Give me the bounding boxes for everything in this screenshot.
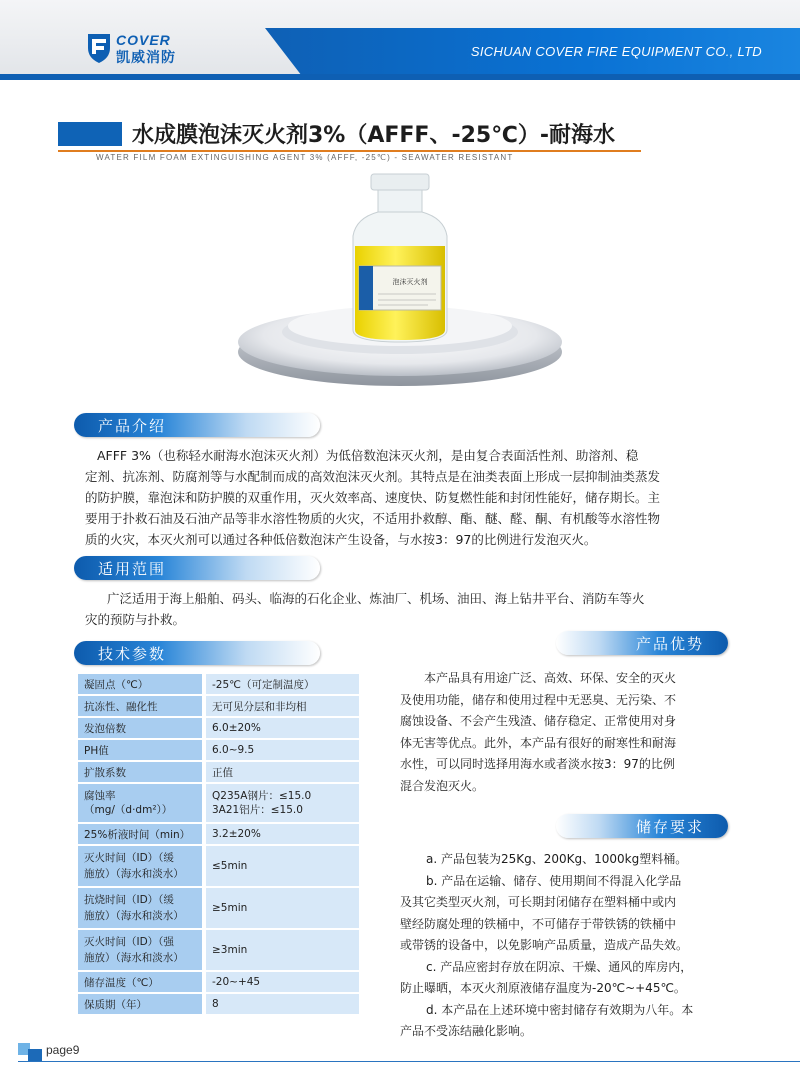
storage-line: d. 本产品在上述环境中密封储存有效期为八年。本 — [426, 1002, 694, 1017]
table-row — [78, 846, 359, 886]
param-value: ≥3min — [206, 930, 359, 970]
intro-line: 质的火灾，本灭火剂可以通过各种低倍数泡沫产生设备，与水按3：97的比例进行发泡灭火。 — [85, 532, 597, 547]
param-value: Q235A钢片：≤15.0 3A21铝片：≤15.0 — [206, 784, 359, 822]
product-bottle-image — [228, 170, 573, 392]
param-name: 腐蚀率 （mg/（d·dm²）） — [78, 784, 206, 822]
table-row — [78, 718, 359, 738]
table-row — [78, 994, 359, 1014]
param-value: 6.0±20% — [206, 718, 359, 738]
param-name: 保质期（年） — [78, 994, 206, 1014]
title-underline — [58, 150, 641, 152]
table-row — [78, 824, 359, 844]
storage-line: a. 产品包装为25Kg、200Kg、1000kg塑料桶。 — [426, 852, 688, 866]
intro-line: AFFF 3%（也称轻水耐海水泡沫灭火剂）为低倍数泡沫灭火剂，是由复合表面活性剂、助溶剂、稳 — [97, 448, 639, 463]
advantage-line: 腐蚀设备、不会产生残渣、储存稳定、正常使用对身 — [400, 714, 677, 728]
section-header-scope — [74, 556, 320, 580]
storage-line: 及其它类型灭火剂，可长期封闭储存在塑料桶中或内 — [400, 895, 677, 909]
intro-line: 的防护膜，靠泡沫和防护膜的双重作用，灭火效率高、速度快、防复燃性能和封闭性能好，储存期长。主 — [85, 490, 661, 505]
section-header-storage — [556, 814, 728, 838]
scope-line: 广泛适用于海上船舶、码头、临海的石化企业、炼油厂、机场、油田、海上钻井平台、消防车等火 — [107, 591, 645, 606]
page-number: page9 — [46, 1043, 80, 1057]
section-header-tech — [74, 641, 320, 665]
footer-square-dark — [28, 1049, 42, 1061]
section-title: 产品介绍 — [98, 417, 167, 435]
param-name: 扩散系数 — [78, 762, 206, 782]
param-name: 抗冻性、融化性 — [78, 696, 206, 716]
intro-paragraph — [85, 445, 757, 550]
footer-rule — [18, 1061, 800, 1062]
table-row — [78, 972, 359, 992]
section-title: 储存要求 — [635, 818, 704, 836]
param-name: 25%析液时间（min） — [78, 824, 206, 844]
table-row — [78, 674, 359, 694]
param-value: 正值 — [206, 762, 359, 782]
param-name: 凝固点（℃） — [78, 674, 206, 694]
intro-line: 要用于扑救石油及石油产品等非水溶性物质的火灾，不适用扑救醇、酯、醚、醛、酮、有机酸等水溶性物 — [85, 511, 661, 526]
section-header-intro — [74, 413, 320, 437]
param-value: 8 — [206, 994, 359, 1014]
logo-english-text: COVER — [116, 32, 171, 48]
storage-line: 防止曝晒，本灭火剂原液储存温度为-20℃~+45℃。 — [400, 981, 686, 995]
table-row — [78, 930, 359, 970]
advantage-line: 体无害等优点。此外，本产品有很好的耐寒性和耐海 — [400, 735, 677, 750]
logo-chinese-text: 凯威消防 — [116, 50, 176, 66]
advantage-line: 水性，可以同时选择用海水或者淡水按3：97的比例 — [400, 757, 675, 771]
page-header — [0, 0, 800, 80]
table-row — [78, 740, 359, 760]
scope-line: 灾的预防与扑救。 — [85, 612, 186, 627]
bottle-label-text: 泡沫灭火剂 — [392, 278, 428, 286]
intro-line: 定剂、抗冻剂、防腐剂等与水配制而成的高效泡沫灭火剂。其特点是在油类表面上形成一层抑制油类蒸发 — [85, 469, 661, 484]
param-name: 灭火时间（ⅠD）（缓 施放）（海水和淡水） — [78, 846, 206, 886]
storage-paragraph — [400, 849, 760, 1043]
table-row — [78, 762, 359, 782]
section-title: 产品优势 — [635, 635, 704, 653]
param-value: ≤5min — [206, 846, 359, 886]
advantage-line: 及使用功能，储存和使用过程中无恶臭、无污染、不 — [400, 692, 677, 707]
tech-params-table — [78, 672, 359, 1016]
section-title: 适用范围 — [98, 560, 167, 578]
param-name: 储存温度（℃） — [78, 972, 206, 992]
section-title: 技术参数 — [98, 645, 167, 663]
param-name: 灭火时间（ⅠD）（强 施放）（海水和淡水） — [78, 930, 206, 970]
storage-line: 或带锈的设备中，以免影响产品质量，造成产品失效。 — [400, 938, 689, 952]
table-row — [78, 888, 359, 928]
param-value: 6.0~9.5 — [206, 740, 359, 760]
param-value: 3.2±20% — [206, 824, 359, 844]
shield-logo-icon — [86, 32, 112, 64]
storage-line: 产品不受冻结融化影响。 — [400, 1024, 533, 1038]
company-name: SICHUAN COVER FIRE EQUIPMENT CO., LTD — [470, 44, 762, 59]
param-value: 无可见分层和非均相 — [206, 696, 359, 716]
section-header-advantage — [556, 631, 728, 655]
param-value: -25℃（可定制温度） — [206, 674, 359, 694]
storage-line: 壁经防腐处理的铁桶中，不可储存于带铁锈的铁桶中 — [400, 916, 677, 931]
storage-line: b. 产品在运输、储存、使用期间不得混入化学品 — [426, 873, 682, 888]
advantage-line: 本产品具有用途广泛、高效、环保、安全的灭火 — [424, 671, 677, 685]
scope-paragraph — [85, 588, 757, 630]
advantage-line: 混合发泡灭火。 — [400, 778, 485, 793]
param-name: 发泡倍数 — [78, 718, 206, 738]
param-name: 抗烧时间（ⅠD）（缓 施放）（海水和淡水） — [78, 888, 206, 928]
title-accent-bar — [58, 122, 122, 146]
table-row — [78, 784, 359, 822]
company-logo — [86, 30, 206, 66]
storage-line: c. 产品应密封存放在阴凉、干燥、通风的库房内， — [426, 959, 693, 974]
param-value: -20~+45 — [206, 972, 359, 992]
advantage-paragraph — [400, 668, 760, 797]
table-row — [78, 696, 359, 716]
header-rule — [0, 74, 800, 80]
param-name: PH值 — [78, 740, 206, 760]
page-subtitle: WATER FILM FOAM EXTINGUISHING AGENT 3% (AFFF, -25℃) - SEAWATER RESISTANT — [96, 153, 514, 162]
page-title: 水成膜泡沫灭火剂3%（AFFF、-25℃）-耐海水 — [132, 123, 615, 148]
param-value: ≥5min — [206, 888, 359, 928]
